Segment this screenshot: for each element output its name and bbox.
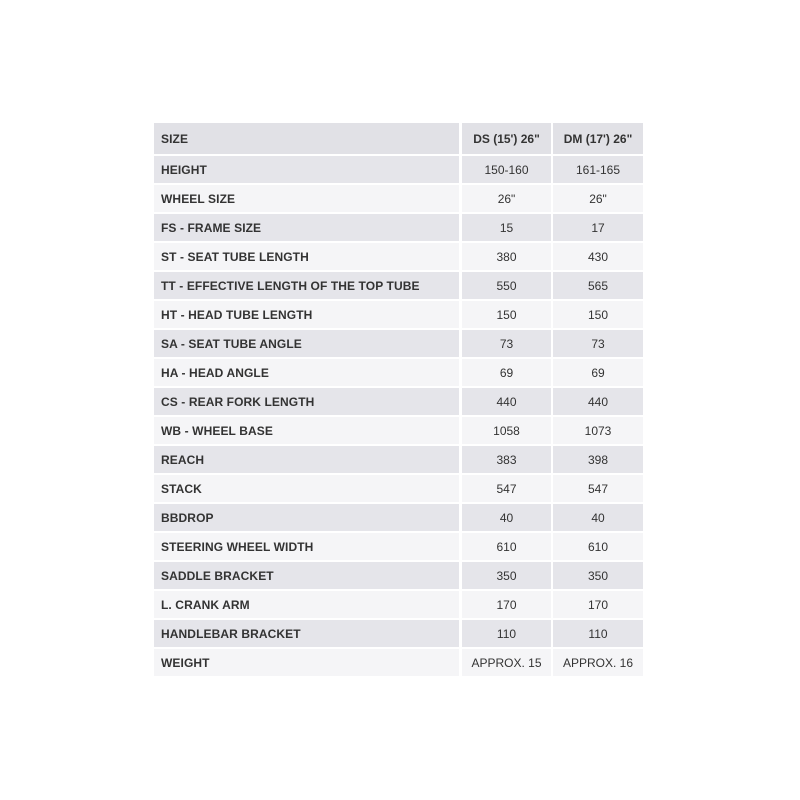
row-value-dm: 610	[551, 533, 643, 562]
size-chart-table	[154, 123, 643, 678]
table-row	[154, 649, 643, 678]
row-value-ds: 383	[459, 446, 551, 475]
row-value-dm: 150	[551, 301, 643, 330]
row-value-dm: 430	[551, 243, 643, 272]
row-label: WHEEL SIZE	[154, 185, 459, 214]
table-row	[154, 243, 643, 272]
row-value-dm: 547	[551, 475, 643, 504]
row-value-dm: 26"	[551, 185, 643, 214]
row-label: HT - HEAD TUBE LENGTH	[154, 301, 459, 330]
row-value-ds: 440	[459, 388, 551, 417]
row-value-ds: 15	[459, 214, 551, 243]
row-value-dm: 73	[551, 330, 643, 359]
row-label: HA - HEAD ANGLE	[154, 359, 459, 388]
row-value-dm: 350	[551, 562, 643, 591]
table-row	[154, 620, 643, 649]
row-value-ds: 380	[459, 243, 551, 272]
row-value-ds: 150	[459, 301, 551, 330]
table-row	[154, 591, 643, 620]
row-value-dm: APPROX. 16	[551, 649, 643, 678]
header-size-label: SIZE	[154, 123, 459, 156]
row-value-ds: 73	[459, 330, 551, 359]
table-row	[154, 475, 643, 504]
row-label: STACK	[154, 475, 459, 504]
row-value-dm: 440	[551, 388, 643, 417]
header-col-ds: DS (15') 26"	[459, 123, 551, 156]
row-label: ST - SEAT TUBE LENGTH	[154, 243, 459, 272]
row-value-ds: 350	[459, 562, 551, 591]
row-value-dm: 170	[551, 591, 643, 620]
row-label: HANDLEBAR BRACKET	[154, 620, 459, 649]
row-label: TT - EFFECTIVE LENGTH OF THE TOP TUBE	[154, 272, 459, 301]
row-value-dm: 40	[551, 504, 643, 533]
table-row	[154, 388, 643, 417]
row-value-dm: 398	[551, 446, 643, 475]
row-label: REACH	[154, 446, 459, 475]
table-row	[154, 185, 643, 214]
row-label: HEIGHT	[154, 156, 459, 185]
row-value-ds: 69	[459, 359, 551, 388]
table-row	[154, 214, 643, 243]
table-row	[154, 504, 643, 533]
table-header	[154, 123, 643, 156]
table-body	[154, 156, 643, 678]
row-value-ds: APPROX. 15	[459, 649, 551, 678]
row-value-dm: 69	[551, 359, 643, 388]
row-label: SADDLE BRACKET	[154, 562, 459, 591]
table-row	[154, 446, 643, 475]
row-value-dm: 1073	[551, 417, 643, 446]
row-label: L. CRANK ARM	[154, 591, 459, 620]
row-label: SA - SEAT TUBE ANGLE	[154, 330, 459, 359]
table-row	[154, 533, 643, 562]
row-label: FS - FRAME SIZE	[154, 214, 459, 243]
row-value-ds: 550	[459, 272, 551, 301]
row-label: BBDROP	[154, 504, 459, 533]
row-value-ds: 110	[459, 620, 551, 649]
row-value-ds: 40	[459, 504, 551, 533]
header-col-dm: DM (17') 26"	[551, 123, 643, 156]
row-value-dm: 17	[551, 214, 643, 243]
row-value-ds: 1058	[459, 417, 551, 446]
row-value-ds: 547	[459, 475, 551, 504]
table-row	[154, 272, 643, 301]
table-row	[154, 562, 643, 591]
row-label: CS - REAR FORK LENGTH	[154, 388, 459, 417]
table-row	[154, 359, 643, 388]
table-row	[154, 301, 643, 330]
row-label: WB - WHEEL BASE	[154, 417, 459, 446]
row-value-dm: 110	[551, 620, 643, 649]
row-value-dm: 161-165	[551, 156, 643, 185]
row-value-ds: 170	[459, 591, 551, 620]
table-row	[154, 417, 643, 446]
row-value-ds: 610	[459, 533, 551, 562]
table-row	[154, 330, 643, 359]
row-label: WEIGHT	[154, 649, 459, 678]
table-row	[154, 156, 643, 185]
header-row	[154, 123, 643, 156]
row-value-dm: 565	[551, 272, 643, 301]
row-value-ds: 150-160	[459, 156, 551, 185]
row-value-ds: 26"	[459, 185, 551, 214]
row-label: STEERING WHEEL WIDTH	[154, 533, 459, 562]
